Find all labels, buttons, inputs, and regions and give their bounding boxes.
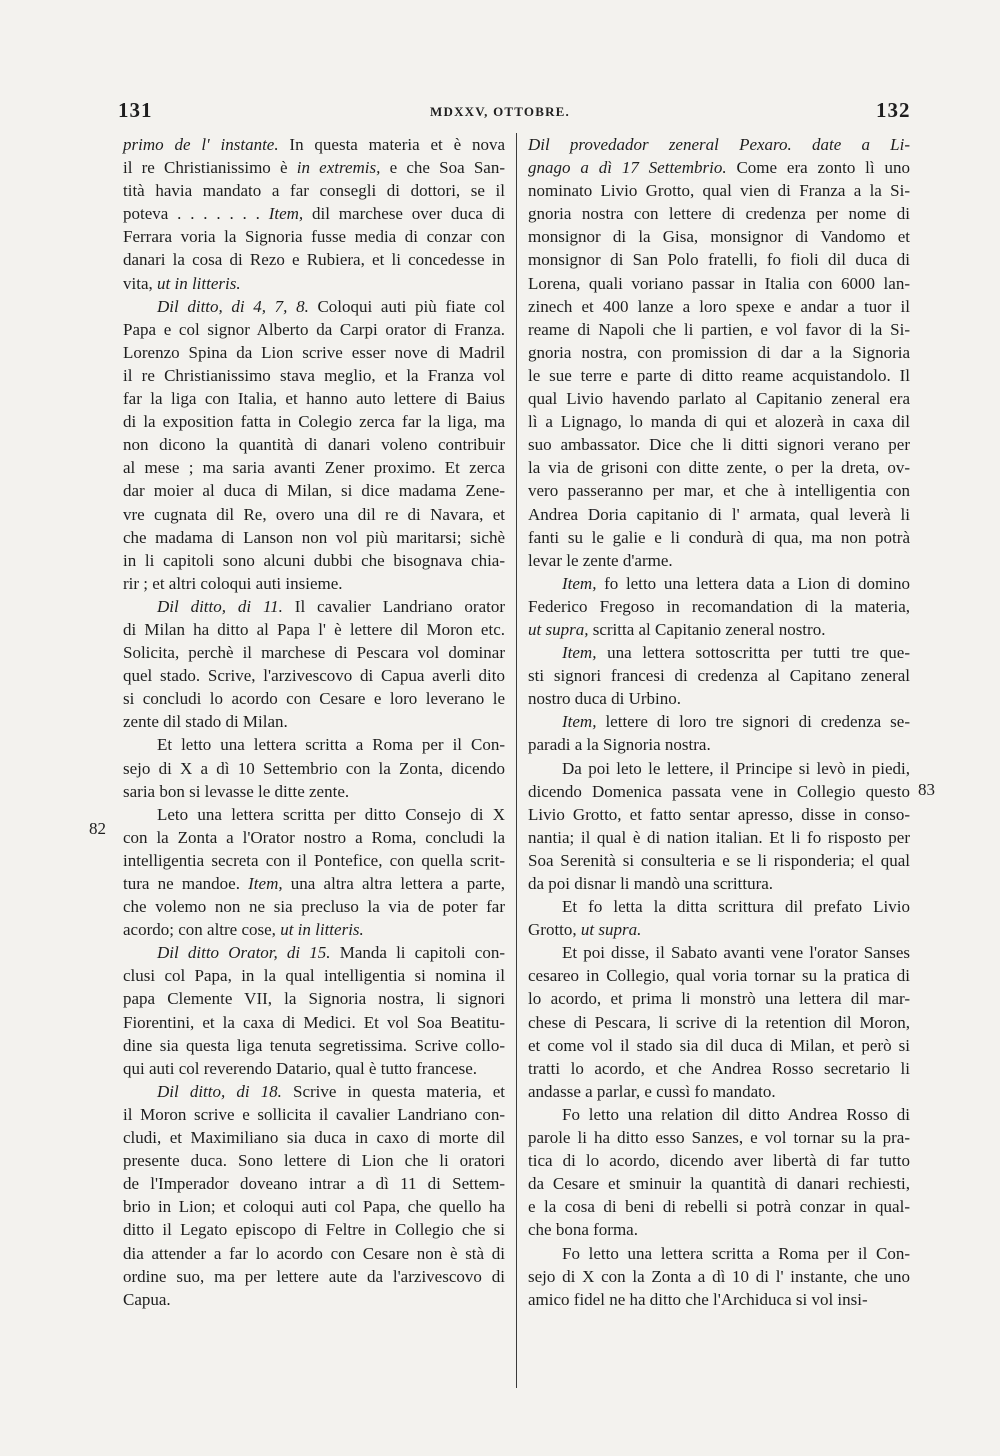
text-segment: di Milan ha ditto al Papa l' è lettere dil Moron etc. xyxy=(123,619,505,639)
text-line xyxy=(123,364,505,387)
text-line xyxy=(123,503,505,526)
text-line xyxy=(528,295,910,318)
text-segment: si concludi lo acordo con Cesare e loro leverano le xyxy=(123,689,505,709)
text-segment: amico fidel ne ha ditto che l'Archiduca si vol insi- xyxy=(528,1289,868,1309)
text-line xyxy=(123,1218,505,1241)
text-segment: che madama di Lanson non vol più maritarsi; sichè xyxy=(123,527,505,547)
text-segment: dicendo Domenica passata vene in Collegio questo xyxy=(528,781,910,801)
text-segment: da Cesare et sminuir la quantità di danari rechiesti, xyxy=(528,1174,910,1194)
text-segment: Soa Serenità si consulteria e se li risponderia; el qual xyxy=(528,850,910,870)
text-line xyxy=(528,872,910,895)
text-segment: papa Clemente VII, la Signoria nostra, li signori xyxy=(123,989,505,1009)
text-segment: danari la cosa di Rezo e Rubiera, et li concedesse in xyxy=(123,250,505,270)
text-line xyxy=(123,987,505,1010)
text-line xyxy=(528,1149,910,1172)
text-segment: cesareo in Collegio, qual voria tornar su la pratica di xyxy=(528,966,910,986)
text-line xyxy=(123,156,505,179)
text-line xyxy=(528,1288,910,1311)
text-segment: In questa materia et è nova xyxy=(278,135,505,154)
text-segment: cludi, et Maximiliano sia duca in caxo di morte dil xyxy=(123,1128,505,1148)
text-segment: quel stado. Scrive, l'arzivescovo di Capua averli dito xyxy=(123,666,505,686)
text-line xyxy=(123,387,505,410)
text-segment: vita, xyxy=(123,273,157,293)
text-segment: nantia; il qual è di nation italian. Et li fo risposto per xyxy=(528,827,910,847)
text-line xyxy=(528,1242,910,1265)
text-line xyxy=(528,987,910,1010)
text-segment: rir ; et altri coloqui auti insieme. xyxy=(123,573,343,593)
text-line xyxy=(528,272,910,295)
text-line xyxy=(123,225,505,248)
text-line xyxy=(123,202,505,225)
text-segment: dia attender a far lo acordo con Cesare non è stà di xyxy=(123,1243,505,1263)
text-segment: ut supra, xyxy=(528,619,589,639)
text-line xyxy=(123,1195,505,1218)
text-line xyxy=(123,1149,505,1172)
text-line xyxy=(123,803,505,826)
text-line xyxy=(123,295,505,318)
text-segment: parole li ha ditto esso Sanzes, e vol tornar su la pra- xyxy=(528,1128,910,1148)
text-segment: qui auti col reverendo Datario, qual è tutto francese. xyxy=(123,1058,478,1078)
text-line xyxy=(528,410,910,433)
text-line xyxy=(528,248,910,271)
text-line xyxy=(123,1011,505,1034)
text-segment: Item, xyxy=(562,643,597,663)
text-line xyxy=(123,641,505,664)
text-segment: et come vol il stado sia dil duca di Milan, et però si xyxy=(528,1035,910,1055)
text-segment: paradi a la Signoria nostra. xyxy=(528,735,711,755)
text-segment: di la exposition fatta in Colegio zerca far la liga, ma xyxy=(123,412,505,432)
text-line xyxy=(528,826,910,849)
text-line xyxy=(528,1195,910,1218)
text-segment: reame di Napoli che li partien, e vol favor di la Si- xyxy=(528,319,910,339)
text-line xyxy=(123,318,505,341)
text-line xyxy=(528,1034,910,1057)
text-line xyxy=(123,618,505,641)
text-line xyxy=(528,1265,910,1288)
text-segment: Fiorentini, et la caxa di Medici. Et vol Soa Beatitu- xyxy=(123,1012,505,1032)
text-segment: Scrive in questa materia, et xyxy=(281,1081,505,1101)
text-segment: nostro duca di Urbino. xyxy=(528,689,681,709)
text-line xyxy=(123,133,505,156)
text-segment: fo letto una lettera data a Lion di domino xyxy=(596,573,910,593)
text-segment: tura ne mandoe. xyxy=(123,874,249,893)
text-line xyxy=(528,918,910,941)
text-line xyxy=(123,849,505,872)
text-line xyxy=(123,1265,505,1288)
text-line xyxy=(528,687,910,710)
text-line xyxy=(123,179,505,202)
text-segment: al mese ; ma saria avanti Zener proximo. Et zerca xyxy=(123,458,505,478)
text-line xyxy=(123,964,505,987)
text-line xyxy=(528,225,910,248)
text-line xyxy=(123,757,505,780)
text-segment: clusi col Papa, in la qual intelligentia si nomina il xyxy=(123,966,505,986)
text-segment: Fo letto una lettera scritta a Roma per il Con- xyxy=(562,1243,910,1263)
text-line xyxy=(528,433,910,456)
text-line xyxy=(528,179,910,202)
text-segment: monsignor di San Polo fratelli, fo fioli dil duca di xyxy=(528,250,910,270)
text-segment: Capua. xyxy=(123,1289,171,1309)
text-segment: de l'Imperador doveano intrar a dì 11 di Settem- xyxy=(123,1174,505,1194)
text-line xyxy=(123,1057,505,1080)
text-segment: che volemo non ne sia precluso la via de poter far xyxy=(123,897,505,917)
text-line xyxy=(123,687,505,710)
text-line xyxy=(123,272,505,295)
text-segment: suo ambassator. Dice che li ditti signori verano per xyxy=(528,435,910,455)
text-line xyxy=(123,456,505,479)
text-segment: Item, xyxy=(562,712,597,732)
text-segment: e che Soa San- xyxy=(380,158,505,178)
text-line xyxy=(528,526,910,549)
text-line xyxy=(528,664,910,687)
text-line xyxy=(528,202,910,225)
text-line xyxy=(528,1080,910,1103)
text-line xyxy=(123,1126,505,1149)
text-line xyxy=(528,1057,910,1080)
text-line xyxy=(528,1218,910,1241)
text-segment: tica di lo acordo, dicendo aver libertà di far tutto xyxy=(528,1151,910,1171)
text-line xyxy=(528,803,910,826)
text-line xyxy=(528,964,910,987)
text-line xyxy=(123,895,505,918)
text-line xyxy=(528,364,910,387)
text-segment: presente duca. Sono lettere di Lion che li oratori xyxy=(123,1151,505,1171)
text-segment: Item, xyxy=(248,874,283,893)
text-segment: Et letto una lettera scritta a Roma per il Con- xyxy=(157,735,505,755)
text-line xyxy=(528,849,910,872)
column-divider xyxy=(516,133,517,1388)
text-segment: Grotto, xyxy=(528,920,581,940)
text-segment: chese di Pescara, li scrive di la retention dil Moron, xyxy=(528,1012,910,1032)
text-line xyxy=(528,503,910,526)
text-line xyxy=(123,1034,505,1057)
margin-number-right: 83 xyxy=(918,780,935,799)
text-line xyxy=(123,710,505,733)
text-segment: ordine suo, ma per lettere aute da l'arzivescovo di xyxy=(123,1266,505,1286)
text-line xyxy=(528,1126,910,1149)
text-line xyxy=(528,710,910,733)
text-line xyxy=(528,1103,910,1126)
text-line xyxy=(528,1172,910,1195)
text-segment: e la cosa di beni di rebelli si potrà conzar in qual- xyxy=(528,1197,910,1217)
text-line xyxy=(123,248,505,271)
text-segment: Fo letto una relation dil ditto Andrea Rosso di xyxy=(562,1104,910,1124)
text-line xyxy=(123,733,505,756)
text-segment: Et poi disse, il Sabato avanti vene l'orator Sanses xyxy=(562,943,910,963)
text-segment: una altra altra lettera a parte, xyxy=(282,874,505,893)
text-segment: scritta al Capitanio zeneral nostro. xyxy=(588,619,826,639)
text-segment: Da poi leto le lettere, il Principe si levò in piedi, xyxy=(562,758,910,778)
text-segment: ut in litteris. xyxy=(280,920,364,940)
text-segment: ut supra. xyxy=(580,920,642,940)
text-segment: Ferrara voria la Signoria fusse media di conzar con xyxy=(123,227,505,247)
text-segment: Lorena, quali voriano passar in Italia con 6000 lan- xyxy=(528,273,910,293)
margin-number-left: 82 xyxy=(89,819,106,838)
page-number-left: 131 xyxy=(118,98,153,122)
text-line xyxy=(528,341,910,364)
text-line xyxy=(123,872,505,895)
text-segment: zente dil stado di Milan. xyxy=(123,712,288,732)
text-segment: brio in Lion; et coloqui auti col Papa, che quello ha xyxy=(123,1197,505,1217)
text-segment: con la Zonta a l'Orator nostro a Roma, concludi la xyxy=(123,827,505,847)
text-segment: dine sia questa liga tenuta segretissima. Scrive collo- xyxy=(123,1035,505,1055)
text-line xyxy=(528,895,910,918)
text-segment: gnoria nostra con lettere di credenza per nome di xyxy=(528,204,910,224)
text-segment: Andrea Doria capitanio di l' armata, qual leverà li xyxy=(528,504,910,524)
text-segment: il re Christianissimo stava meglio, et la Franza vol xyxy=(123,365,505,385)
text-line xyxy=(528,572,910,595)
text-segment: Come era zonto lì uno xyxy=(726,158,910,178)
text-line xyxy=(123,595,505,618)
text-segment: andasse a parlar, e cussì fo mandato. xyxy=(528,1081,776,1101)
text-line xyxy=(528,757,910,780)
text-segment: far la liga con Italia, et hanno auto lettere di Baius xyxy=(123,389,505,409)
text-segment: fanti su le galie e li condurà di qua, ma non potrà xyxy=(528,527,910,547)
text-segment: Dil ditto, di 4, 7, 8. xyxy=(157,296,309,316)
text-line xyxy=(123,664,505,687)
text-segment: Papa e col signor Alberto da Carpi orator di Franza. xyxy=(123,319,505,339)
text-line xyxy=(528,780,910,803)
text-segment: vre cugnata dil Re, overo una dil re di Navara, et xyxy=(123,504,505,524)
text-line xyxy=(123,410,505,433)
text-segment: lo acordo, et prima li monstrò una lettera dil mar- xyxy=(528,989,910,1009)
text-segment: Dil provedador zeneral Pexaro. date a Li- xyxy=(528,135,910,154)
text-segment: il Moron scrive e sollicita il cavalier Landriano con- xyxy=(123,1104,505,1124)
text-line xyxy=(528,456,910,479)
text-segment: le sue terre e parte di ditto reame acquistandolo. Il xyxy=(528,365,910,385)
text-line xyxy=(123,1288,505,1311)
text-line xyxy=(528,595,910,618)
text-line xyxy=(528,133,910,156)
text-segment: zinech et 400 lanze a loro spexe e andar a tuor il xyxy=(528,296,910,316)
text-segment: intelligentia secreta con il Pontefice, con quella scrit- xyxy=(123,850,505,870)
text-segment: Il cavalier Landriano orator xyxy=(282,596,505,616)
text-segment: ditto il Legato episcopo di Feltre in Collegio che si xyxy=(123,1220,505,1240)
text-segment: Lorenzo Spina da Lion scrive esser nove di Madril xyxy=(123,342,505,362)
text-line xyxy=(123,918,505,941)
text-segment: in extremis, xyxy=(296,158,381,178)
text-line xyxy=(528,318,910,341)
text-line xyxy=(123,479,505,502)
text-segment: primo de l' instante. xyxy=(123,135,279,154)
text-line xyxy=(123,1103,505,1126)
text-segment: sejo di X a dì 10 Settembrio con la Zonta, dicendo xyxy=(123,758,505,778)
text-segment: Et fo letta la ditta scrittura dil prefato Livio xyxy=(562,897,910,917)
text-segment: ut in litteris. xyxy=(157,273,241,293)
text-line xyxy=(123,433,505,456)
text-line xyxy=(528,549,910,572)
text-segment: il re Christianissimo è xyxy=(123,158,297,178)
text-segment: Coloqui auti più fiate col xyxy=(308,296,505,316)
text-line xyxy=(528,479,910,502)
text-line xyxy=(123,1172,505,1195)
text-segment: Dil ditto, di 18. xyxy=(157,1081,282,1101)
text-line xyxy=(528,641,910,664)
running-head: MDXXV, OTTOBRE. xyxy=(430,104,570,119)
text-segment: Livio Grotto, et fatto sentar apresso, disse in conso- xyxy=(528,804,910,824)
text-segment: Solicita, perchè il marchese di Pescara vol dominar xyxy=(123,643,505,663)
text-line xyxy=(528,618,910,641)
text-segment: sejo di X con la Zonta a dì 10 di l' instante, che uno xyxy=(528,1266,910,1286)
right-column-text xyxy=(528,133,910,1311)
text-segment: Manda li capitoli con- xyxy=(330,943,505,963)
text-segment: la via de grisoni con ditte zente, o per la dreta, ov- xyxy=(528,458,910,478)
text-line xyxy=(123,1080,505,1103)
left-column-text xyxy=(123,133,505,1311)
text-line xyxy=(123,341,505,364)
text-segment: una lettera sottoscritta per tutti tre que- xyxy=(596,643,910,663)
text-line xyxy=(123,549,505,572)
text-line xyxy=(123,526,505,549)
text-line xyxy=(123,572,505,595)
text-segment: Federico Fregoso in recomandation di la materia, xyxy=(528,596,910,616)
text-segment: che bona forma. xyxy=(528,1220,638,1240)
text-segment: monsignor di la Gisa, monsignor di Vandomo et xyxy=(528,227,910,247)
text-segment: lettere di loro tre signori di credenza se- xyxy=(596,712,910,732)
text-segment: nominato Livio Grotto, qual vien di Franza a la Si- xyxy=(528,181,910,201)
text-line xyxy=(528,1011,910,1034)
text-segment: gnago a dì 17 Settembrio. xyxy=(528,158,727,178)
text-line xyxy=(123,1242,505,1265)
page-number-right: 132 xyxy=(876,98,911,122)
text-segment: non dicono la quantità di danari voleno contribuir xyxy=(123,435,505,455)
text-segment: saria bon si levasse le ditte zente. xyxy=(123,781,350,801)
text-line xyxy=(528,941,910,964)
text-segment: qual Livio havendo parlato al Capitanio zeneral era xyxy=(528,389,910,409)
text-segment: gnoria nostra, con promission di dar a la Signoria xyxy=(528,342,910,362)
text-segment: sti signori francesi di credenza al Capitano zeneral xyxy=(528,666,910,686)
text-segment: acordo; con altre cose, xyxy=(123,920,281,940)
text-segment: poteva . . . . . . . xyxy=(123,204,269,224)
text-segment: dar moier al duca di Milan, si dice madama Zene- xyxy=(123,481,505,501)
text-line xyxy=(123,826,505,849)
text-segment: tità havia mandato a far consegli di dottori, se il xyxy=(123,181,505,201)
text-segment: tratti lo acordo, et che Andrea Rosso secretario li xyxy=(528,1058,910,1078)
text-line xyxy=(528,387,910,410)
text-segment: levar le zente d'arme. xyxy=(528,550,673,570)
text-segment: Dil ditto Orator, di 15. xyxy=(157,943,331,963)
text-segment: Item, xyxy=(562,573,597,593)
text-segment: vero passeranno per mar, et che à intelligentia con xyxy=(528,481,910,501)
text-line xyxy=(528,156,910,179)
text-segment: Leto una lettera scritta per ditto Consejo di X xyxy=(157,804,505,824)
text-segment: lì a Lignago, lo manda di qui et alozerà in caxa dil xyxy=(528,412,910,432)
text-segment: Item, xyxy=(268,204,304,224)
text-segment: da poi disnar li mandò una scrittura. xyxy=(528,874,774,893)
text-segment: Dil ditto, di 11. xyxy=(157,596,283,616)
text-line xyxy=(528,733,910,756)
page-header xyxy=(0,98,1000,128)
text-line xyxy=(123,780,505,803)
text-line xyxy=(123,941,505,964)
text-segment: dil marchese over duca di xyxy=(303,204,505,224)
text-segment: in li capitoli sono alcuni dubbi che bisognava chia- xyxy=(123,550,505,570)
